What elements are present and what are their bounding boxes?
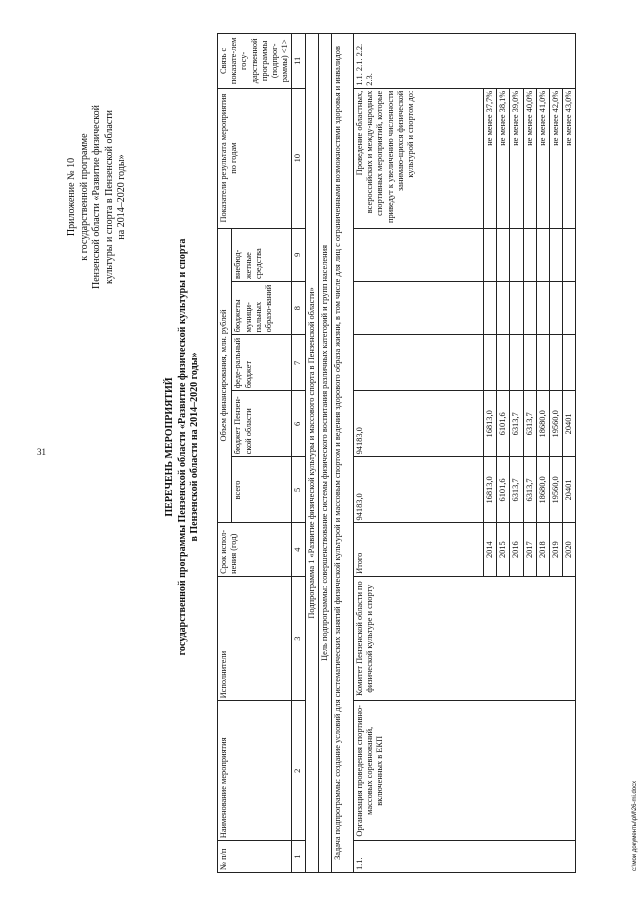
row-link: 1.1. 2.1. 2.2. 2.3. <box>354 34 576 89</box>
goal-row: Цель подпрограммы: совершенствование системы физического воспитания различных категорий и групп населения <box>318 34 331 873</box>
year-regional-cell: 6101,6 <box>497 391 510 457</box>
appendix-line: к государственной программе <box>78 133 90 261</box>
header-extra: внебюд-жетные средства <box>232 228 292 281</box>
year-cell: 2014 <box>484 523 497 576</box>
col-number: 2 <box>292 701 305 841</box>
document-title <box>164 17 202 877</box>
year-indicator-cell: не менее 43,0% <box>563 88 576 228</box>
header-link: Связь с показате-лем госу-дарственной программы (подпрог-раммы) <1> <box>218 34 292 89</box>
col-number: 9 <box>292 228 305 281</box>
header-indicator: Показатели результата мероприятия по годам <box>218 88 292 228</box>
year-regional-cell: 6313,7 <box>510 391 523 457</box>
subprogram-row: Подпрограмма 1 «Развитие физической культуры и массового спорта в Пензенской области» <box>305 34 318 873</box>
title-line-2: государственной программы Пензенской области «Развитие физической культуры и спорта <box>176 238 188 656</box>
appendix-line: культуры и спорта в Пензенской области <box>103 110 115 284</box>
header-federal: феде-ральный бюджет <box>232 335 292 391</box>
header-total: всего <box>232 457 292 523</box>
header-num: № п/п <box>218 841 292 873</box>
year-all-cell: 19560,0 <box>550 457 563 523</box>
row-name: Организация проведения спортивно-массовых соревнований, включенных в ЕКП <box>354 701 576 841</box>
year-cell: 2018 <box>536 523 549 576</box>
year-indicator-cell: не менее 38,1% <box>497 88 510 228</box>
appendix-note <box>66 37 129 357</box>
col-number: 8 <box>292 282 305 335</box>
header-regional: бюджет Пензен-ской области <box>232 391 292 457</box>
year-cell: 2015 <box>497 523 510 576</box>
year-all-cell: 6101,6 <box>497 457 510 523</box>
col-number: 1 <box>292 841 305 873</box>
year-cell: 2016 <box>510 523 523 576</box>
row-num: 1.1. <box>354 841 576 873</box>
title-line-1: ПЕРЕЧЕНЬ МЕРОПРИЯТИЙ <box>164 377 175 517</box>
header-municipal: бюджеты муници-пальных образо-ваний <box>232 282 292 335</box>
year-all-cell: 6313,7 <box>523 457 536 523</box>
col-number: 11 <box>292 34 305 89</box>
title-line-3: в Пензенской области на 2014–2020 годы» <box>189 352 200 542</box>
year-regional-cell: 18680,0 <box>536 391 549 457</box>
header-funding-group: Объем финансирования, млн. рублей <box>218 228 232 523</box>
year-indicator-cell: не менее 41,0% <box>536 88 549 228</box>
year-indicator-cell: не менее 40,0% <box>523 88 536 228</box>
rotated-page <box>60 17 640 877</box>
row-indicator-text: Проведение областных, всероссийских и между-народных спортивных мероприятий, которые приведут к увеличению численности занимаю-щихся физической культурой и спортом до: <box>354 88 484 228</box>
col-number: 7 <box>292 335 305 391</box>
file-path-footer: c:\мои документы\pM\26-mi.docx <box>632 780 638 871</box>
column-numbers-row <box>292 34 305 873</box>
year-regional-cell: 20401 <box>563 391 576 457</box>
measures-table <box>217 33 576 873</box>
year-all-cell: 16813,0 <box>484 457 497 523</box>
row-total-federal <box>354 335 484 391</box>
year-all-cell: 6313,7 <box>510 457 523 523</box>
row-total-extra <box>354 228 484 281</box>
appendix-line: Пензенской области «Развитие физической <box>91 105 102 289</box>
col-number: 4 <box>292 523 305 576</box>
row-total-municipal <box>354 282 484 335</box>
year-cell: 2017 <box>523 523 536 576</box>
year-all-cell: 20401 <box>563 457 576 523</box>
year-indicator-cell: не менее 37,7% <box>484 88 497 228</box>
row-total-all: 94183,0 <box>354 457 484 523</box>
col-number: 6 <box>292 391 305 457</box>
task-row: Задача подпрограммы: создание условий для систематических занятий физической культурой и массовым спортом и ведения здорового образа жизни, в том числе для лиц с ограниченными возможностями здоровья и инвалидов <box>332 34 354 873</box>
appendix-line: на 2014–2020 годы» <box>116 154 127 240</box>
appendix-line: Приложение № 10 <box>66 157 77 237</box>
year-all-cell: 18680,0 <box>536 457 549 523</box>
col-number: 10 <box>292 88 305 228</box>
header-term: Срок испол-нения (год) <box>218 523 292 576</box>
row-total-label: Итого <box>354 523 484 576</box>
year-regional-cell: 19560,0 <box>550 391 563 457</box>
year-regional-cell: 6313,7 <box>523 391 536 457</box>
year-cell: 2019 <box>550 523 563 576</box>
header-executor: Исполнители <box>218 576 292 701</box>
year-indicator-cell: не менее 42,0% <box>550 88 563 228</box>
table-row <box>354 34 484 873</box>
page-number: 31 <box>37 447 46 457</box>
year-regional-cell: 16813,0 <box>484 391 497 457</box>
row-executor: Комитет Пензенской области по физической культуре и спорту <box>354 576 576 701</box>
header-name: Наименование мероприятия <box>218 701 292 841</box>
col-number: 5 <box>292 457 305 523</box>
col-number: 3 <box>292 576 305 701</box>
row-total-regional: 94183,0 <box>354 391 484 457</box>
year-indicator-cell: не менее 39,0% <box>510 88 523 228</box>
year-cell: 2020 <box>563 523 576 576</box>
